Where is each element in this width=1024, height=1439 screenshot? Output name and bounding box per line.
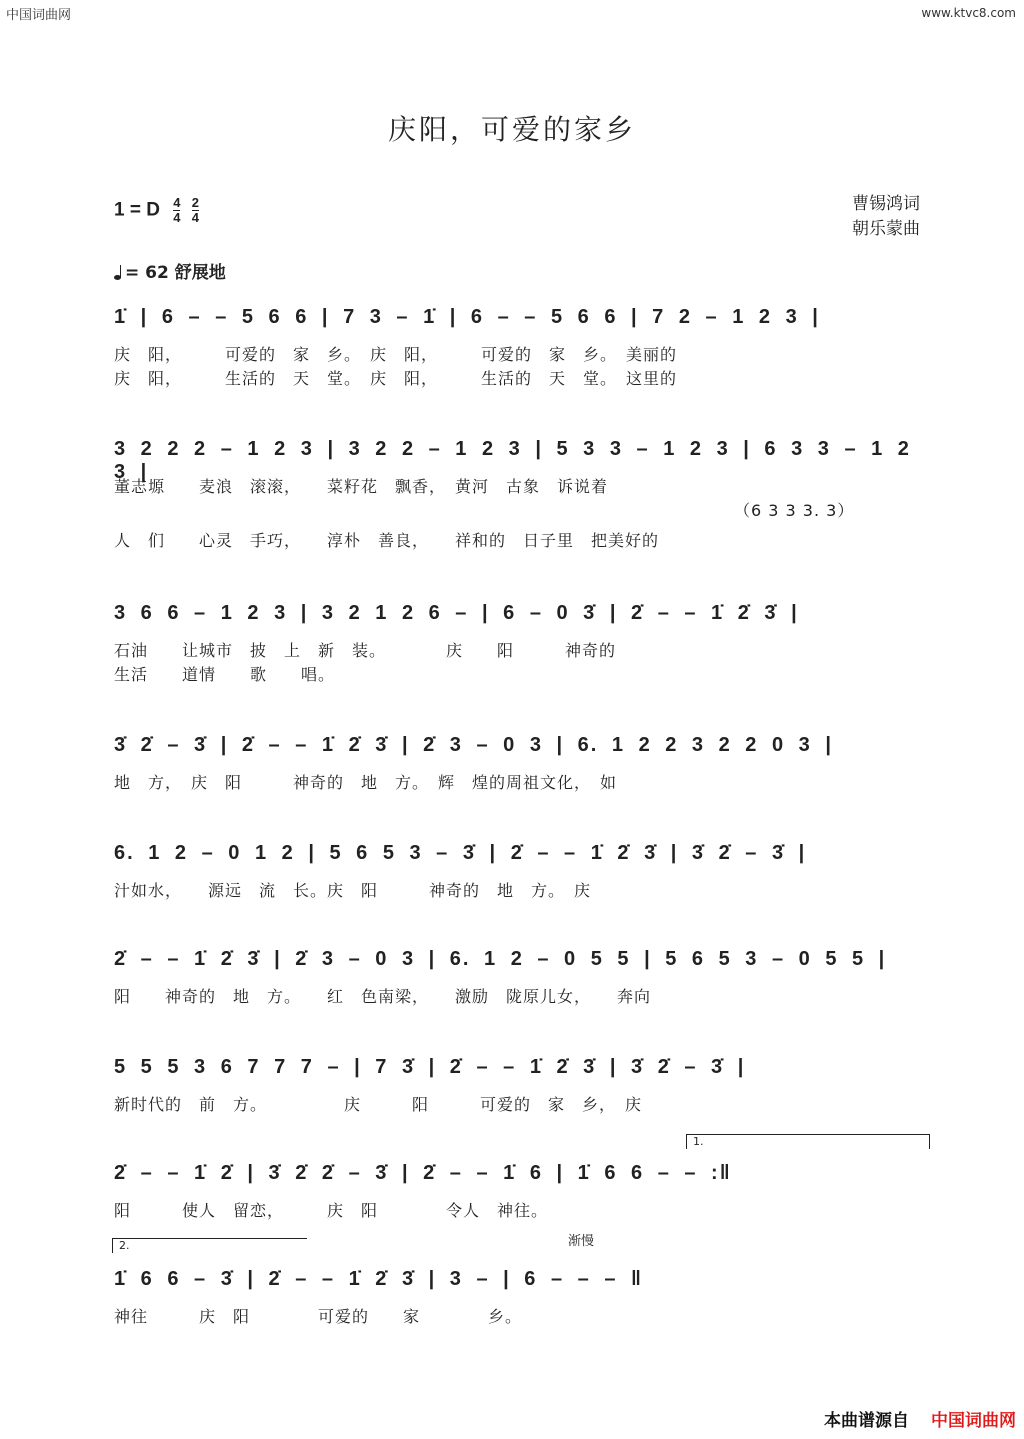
notation-row-9: 1̇ 6 6 – 3̇ | 2̇ – – 1̇ 2̇ 3̇ | 3 – | 6 – – – ‖: [114, 1268, 643, 1290]
volta-1: 1.: [686, 1134, 930, 1149]
notation-row-1: 1̇ | 6 – – 5 6 6 | 7 3 – 1̇ | 6 – – 5 6 6 | 7 2 – 1 2 3 |: [114, 306, 820, 328]
score: [114, 1162, 924, 1222]
notation-row-5: 6. 1 2 – 0 1 2 | 5 6 5 3 – 3̇ | 2̇ – – 1̇ 2̇ 3̇ | 3̇ 2̇ – 3̇ |: [114, 842, 807, 864]
time-signature-2: $\frac{2}{4}$: [191, 195, 199, 225]
lyric-line: 阳 神奇的 地 方。 红 色南梁， 激励 陇原儿女， 奔向: [114, 987, 652, 1006]
watermark-left: 中国词曲网: [6, 8, 72, 23]
ritardando-marking: 渐慢: [568, 1234, 595, 1249]
lyric-line: 生活 道情 歌 唱。: [114, 665, 336, 684]
notation-row-3: 3 6 6 – 1 2 3 | 3 2 1 2 6 – | 6 – 0 3̇ | 2̇ – – 1̇ 2̇ 3̇ |: [114, 602, 799, 624]
footer-brand-logo[interactable]: 中国词曲网: [931, 1411, 1016, 1431]
score: [114, 306, 924, 390]
score: [114, 1268, 924, 1328]
notation-row-6: 2̇ – – 1̇ 2̇ 3̇ | 2̇ 3 – 0 3 | 6. 1 2 – 0 5 5 | 5 6 5 3 – 0 5 5 |: [114, 948, 887, 970]
notation-row-2: 3 2 2 2 – 1 2 3 | 3 2 2 – 1 2 3 | 5 3 3 – 1 2 3 | 6 3 3 – 1 2 3 |: [114, 438, 911, 483]
watermark-right: www.ktvc8.com: [921, 6, 1016, 20]
lyric-line: 石油 让城市 披 上 新 装。 庆 阳 神奇的: [114, 641, 617, 660]
notation-row-4: 3̇ 2̇ – 3̇ | 2̇ – – 1̇ 2̇ 3̇ | 2̇ 3 – 0 3 | 6. 1 2 2 3 2 2 0 3 |: [114, 734, 833, 756]
lyric-line: 汁如水， 源远 流 长。庆 阳 神奇的 地 方。 庆: [114, 881, 592, 900]
song-title: 庆阳，可爱的家乡: [387, 113, 636, 146]
lyric-line: 阳 使人 留恋， 庆 阳 令人 神往。: [114, 1201, 549, 1220]
score: [114, 734, 924, 794]
notation-row-7: 5 5 5 3 6 7 7 7 – | 7 3̇ | 2̇ – – 1̇ 2̇ 3̇ | 3̇ 2̇ – 3̇ |: [114, 1056, 746, 1078]
lyric-line: 庆 阳， 生活的 天 堂。 庆 阳， 生活的 天 堂。 这里的: [114, 369, 678, 388]
tempo-marking: = 62 舒展地: [114, 258, 226, 283]
composer: 朝乐蒙曲: [852, 219, 920, 239]
lyric-line: 神往 庆 阳 可爱的 家 乡。: [114, 1307, 523, 1326]
score: [114, 948, 924, 1008]
key-signature: [114, 196, 199, 225]
notation-row-8: 2̇ – – 1̇ 2̇ | 3̇ 2̇ 2̇ – 3̇ | 2̇ – – 1̇ 6 | 1̇ 6 6 – – :‖: [114, 1162, 732, 1184]
footer-source: 本曲谱源自: [824, 1411, 909, 1431]
lyric-line: 地 方， 庆 阳 神奇的 地 方。 辉 煌的周祖文化， 如: [114, 773, 618, 792]
score: [114, 602, 924, 686]
score: [114, 842, 924, 902]
time-signature-1: $\frac{4}{4}$: [173, 195, 181, 225]
key-label: 1 = D: [114, 199, 160, 221]
credits: [852, 192, 920, 242]
quarter-note-icon: [114, 275, 121, 280]
lyric-line: 新时代的 前 方。 庆 阳 可爱的 家 乡， 庆: [114, 1095, 643, 1114]
score: [114, 438, 924, 552]
volta-2: 2.: [112, 1238, 307, 1253]
lyric-line: （6 3 3 3. 3）: [734, 501, 855, 520]
lyric-line: 董志塬 麦浪 滚滚， 菜籽花 飘香， 黄河 古象 诉说着: [114, 477, 609, 496]
lyric-line: 人 们 心灵 手巧， 淳朴 善良， 祥和的 日子里 把美好的: [114, 531, 660, 550]
lyricist: 曹锡鸿词: [852, 194, 920, 214]
footer: [824, 1406, 1016, 1431]
score: [114, 1056, 924, 1116]
lyric-line: 庆 阳， 可爱的 家 乡。 庆 阳， 可爱的 家 乡。 美丽的: [114, 345, 678, 364]
